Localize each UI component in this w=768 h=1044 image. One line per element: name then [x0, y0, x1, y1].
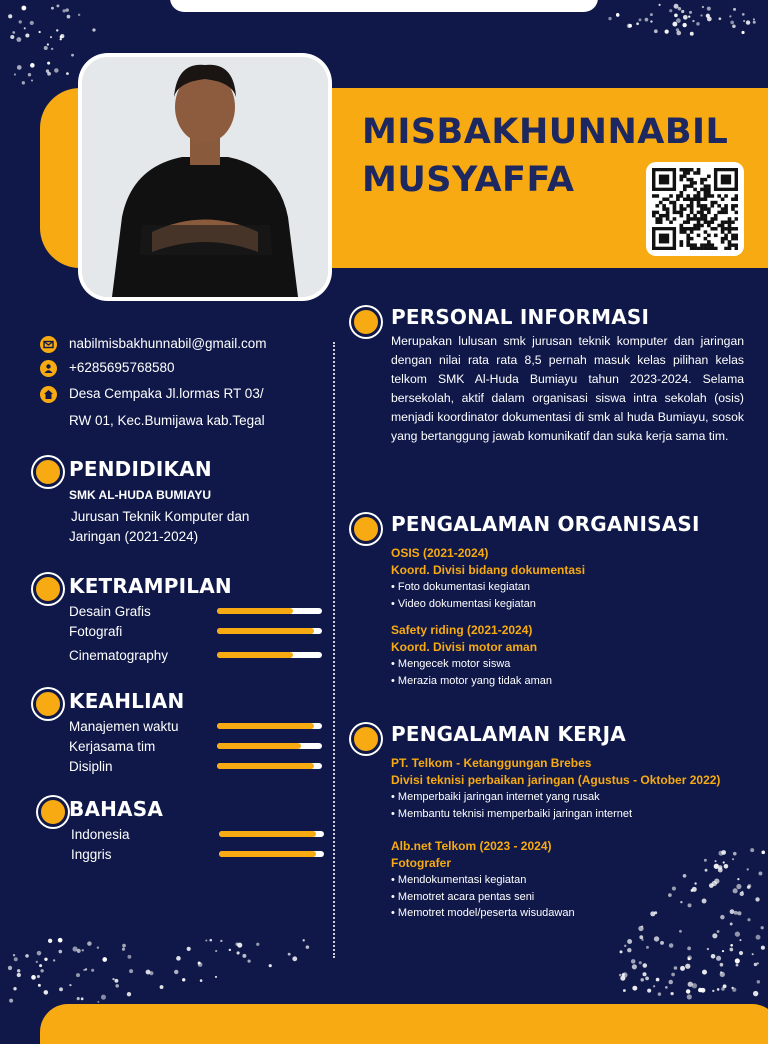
work-role: Divisi teknisi perbaikan jaringan (Agustus - Oktober 2022)	[391, 773, 721, 787]
contact-email	[40, 336, 267, 353]
expertise-label: Kerjasama tim	[69, 739, 156, 754]
organization-bullet: • Mengecek motor siswa	[391, 658, 511, 670]
expertise-level-bar	[217, 743, 322, 749]
skills-item	[69, 624, 329, 642]
language-level-fill	[219, 851, 316, 857]
skills-label: Fotografi	[69, 624, 123, 639]
section-bullet	[33, 457, 63, 487]
name-line-1: MISBAKHUNNABIL	[362, 112, 729, 152]
section-bullet	[33, 689, 63, 719]
organization-org: OSIS (2021-2024)	[391, 546, 489, 560]
organization-bullet: • Merazia motor yang tidak aman	[391, 674, 552, 687]
skills-item	[69, 604, 329, 622]
organization-bullet: • Foto dokumentasi kegiatan	[391, 581, 530, 593]
work-bullet: • Mendokumentasi kegiatan	[391, 874, 527, 886]
section-bullet	[38, 797, 68, 827]
work-org: Alb.net Telkom (2023 - 2024)	[391, 839, 552, 853]
language-label: Inggris	[71, 847, 112, 862]
work-title: PENGALAMAN KERJA	[391, 722, 626, 746]
language-level-fill	[219, 831, 316, 837]
expertise-level-bar	[217, 723, 322, 729]
skills-level-bar	[217, 628, 322, 634]
skills-level-fill	[217, 652, 293, 658]
expertise-level-fill	[217, 723, 314, 729]
skills-level-bar	[217, 608, 322, 614]
mail-icon	[40, 336, 57, 353]
profile-photo	[78, 53, 332, 301]
expertise-level-bar	[217, 763, 322, 769]
organization-role: Koord. Divisi bidang dokumentasi	[391, 563, 586, 577]
skills-level-bar	[217, 652, 322, 658]
organization-org: Safety riding (2021-2024)	[391, 623, 533, 637]
timeline-divider	[333, 342, 335, 958]
qr-code[interactable]	[646, 162, 744, 256]
work-bullet: • Memotret model/peserta wisudawan	[391, 907, 575, 919]
personal-title: PERSONAL INFORMASI	[391, 305, 650, 329]
organization-role: Koord. Divisi motor aman	[391, 640, 538, 654]
education-major-line-1: Jurusan Teknik Komputer dan	[71, 509, 250, 524]
language-title: BAHASA	[69, 797, 164, 821]
skills-level-fill	[217, 628, 314, 634]
user-icon	[40, 360, 57, 377]
email-text: nabilmisbakhunnabil@gmail.com	[69, 336, 267, 352]
education-major-line-2: Jaringan (2021-2024)	[69, 529, 199, 544]
education-title: PENDIDIKAN	[69, 457, 212, 481]
organization-entry	[391, 622, 552, 689]
address-line-1: Desa Cempaka Jl.lormas RT 03/	[69, 386, 264, 402]
phone-text: +6285695768580	[69, 360, 175, 376]
section-bullet	[351, 514, 381, 544]
language-item	[71, 847, 331, 865]
work-entry	[391, 755, 720, 822]
expertise-label: Manajemen waktu	[69, 719, 179, 734]
personal-summary: Merupakan lulusan smk jurusan teknik komputer dan jaringan dengan nilai rata rata 8,5 pernah masuk kelas pilihan kelas telkom SMK Al-Huda Bumiayu tahun 2023-2024. Selama bersekolah, aktif dalam organisasi siswa intra sekolah (osis) menjadi koordinator dokumentasi di smk al huda Bumiayu, sosok yang bertanggung jawab komunikatif dan suka kerja sama tim.	[391, 334, 744, 443]
skills-label: Cinematography	[69, 648, 169, 663]
section-bullet	[33, 574, 63, 604]
section-bullet	[351, 724, 381, 754]
expertise-title: KEAHLIAN	[69, 689, 185, 713]
work-entry	[391, 838, 575, 922]
organization-title: PENGALAMAN ORGANISASI	[391, 512, 700, 536]
language-level-bar	[219, 851, 324, 857]
education-school: SMK AL-HUDA BUMIAYU	[69, 488, 211, 502]
expertise-label: Disiplin	[69, 759, 113, 774]
expertise-item	[69, 759, 329, 777]
work-org: PT. Telkom - Ketanggungan Brebes	[391, 756, 592, 770]
contact-address	[40, 386, 264, 403]
language-item	[71, 827, 331, 845]
skills-label: Desain Grafis	[69, 604, 151, 619]
contact-phone	[40, 360, 175, 377]
expertise-level-fill	[217, 763, 314, 769]
work-bullet: • Membantu teknisi memperbaiki jaringan internet	[391, 807, 633, 820]
language-label: Indonesia	[71, 827, 130, 842]
address-line-2: RW 01, Kec.Bumijawa kab.Tegal	[69, 413, 265, 428]
section-bullet	[351, 307, 381, 337]
expertise-item	[69, 719, 329, 737]
language-level-bar	[219, 831, 324, 837]
work-role: Fotografer	[391, 856, 451, 870]
work-bullet: • Memperbaiki jaringan internet yang rusak	[391, 791, 600, 803]
skills-level-fill	[217, 608, 293, 614]
home-icon	[40, 386, 57, 403]
skills-title: KETRAMPILAN	[69, 574, 232, 598]
name-line-2: MUSYAFFA	[362, 160, 575, 200]
skills-item	[69, 648, 329, 666]
work-bullet: • Memotret acara pentas seni	[391, 890, 535, 903]
organization-entry	[391, 545, 585, 612]
expertise-item	[69, 739, 329, 757]
expertise-level-fill	[217, 743, 301, 749]
organization-bullet: • Video dokumentasi kegiatan	[391, 597, 536, 610]
